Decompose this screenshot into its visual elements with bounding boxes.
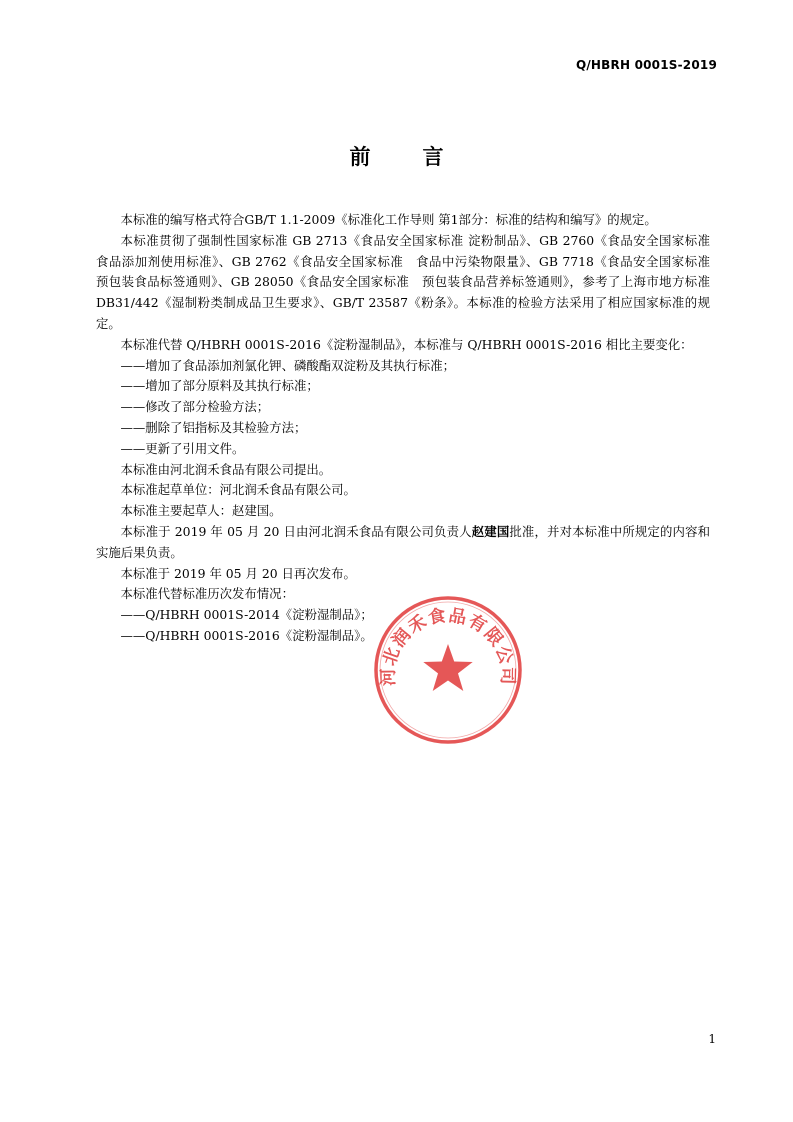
seal-text: 河北润禾食品有限公司: [378, 605, 518, 687]
approval-text-after: 批准，并对本标准中所规定的内容和实施后果负责。: [96, 523, 711, 560]
page-number: 1: [708, 1032, 716, 1046]
paragraph-history: 本标准代替标准历次发布情况：: [120, 586, 294, 602]
paragraph-replaces: 本标准代替 Q/HBRH 0001S-2016《淀粉湿制品》，本标准与 Q/HBRH 0001S-2016 相比主要变化：: [120, 336, 693, 352]
preface-body: [96, 210, 723, 647]
paragraph-proposer: 本标准由河北润禾食品有限公司提出。: [120, 461, 332, 477]
list-item: ——增加了部分原料及其执行标准；: [120, 378, 319, 394]
paragraph-format: 本标准的编写格式符合GB/T 1.1-2009《标准化工作导则 第1部分：标准的结构和编写》的规定。: [120, 212, 657, 227]
history-item: ——Q/HBRH 0001S-2014《淀粉湿制品》；: [120, 607, 373, 623]
paragraph-release: 本标准于 2019 年 05 月 20 日再次发布。: [120, 565, 356, 581]
document-code: Q/HBRH 0001S-2019: [575, 58, 717, 72]
page-title: 前言: [349, 145, 496, 169]
list-item: ——删除了铝指标及其检验方法；: [120, 419, 307, 435]
paragraph-drafter: 本标准主要起草人：赵建国。: [120, 503, 282, 519]
list-item: ——更新了引用文件。: [120, 440, 245, 456]
list-item: ——增加了食品添加剂氯化钾、磷酸酯双淀粉及其执行标准；: [120, 357, 456, 373]
list-item: ——修改了部分检验方法；: [120, 399, 270, 415]
company-seal: [372, 594, 524, 746]
paragraph-drafting-unit: 本标准起草单位：河北润禾食品有限公司。: [120, 482, 356, 498]
approval-text-before: 本标准于 2019 年 05 月 20 日由河北润禾食品有限公司负责人: [120, 523, 472, 539]
paragraph-approval: [96, 522, 710, 564]
seal-graphic: [372, 594, 524, 746]
approver-name: 赵建国: [471, 523, 510, 539]
paragraph-standards: 本标准贯彻了强制性国家标准 GB 2713《食品安全国家标准 淀粉制品》、GB 2760《食品安全国家标准 食品添加剂使用标准》、GB 2762《食品安全国家标准 食品中污染物限量》、GB 7718《食品安全国家标准 预包装食品标签通则》、GB 28050《食品安全国家标准 预包装食品营养标签通则》，参考了上海市地方标准 DB31/442《湿制粉类制成品卫生要求》、GB/T 23587《粉条》。本标准的检验方法采用了相应国家标准的规定。: [96, 232, 723, 331]
history-item: ——Q/HBRH 0001S-2016《淀粉湿制品》。: [120, 627, 373, 643]
star-icon: [423, 644, 472, 691]
